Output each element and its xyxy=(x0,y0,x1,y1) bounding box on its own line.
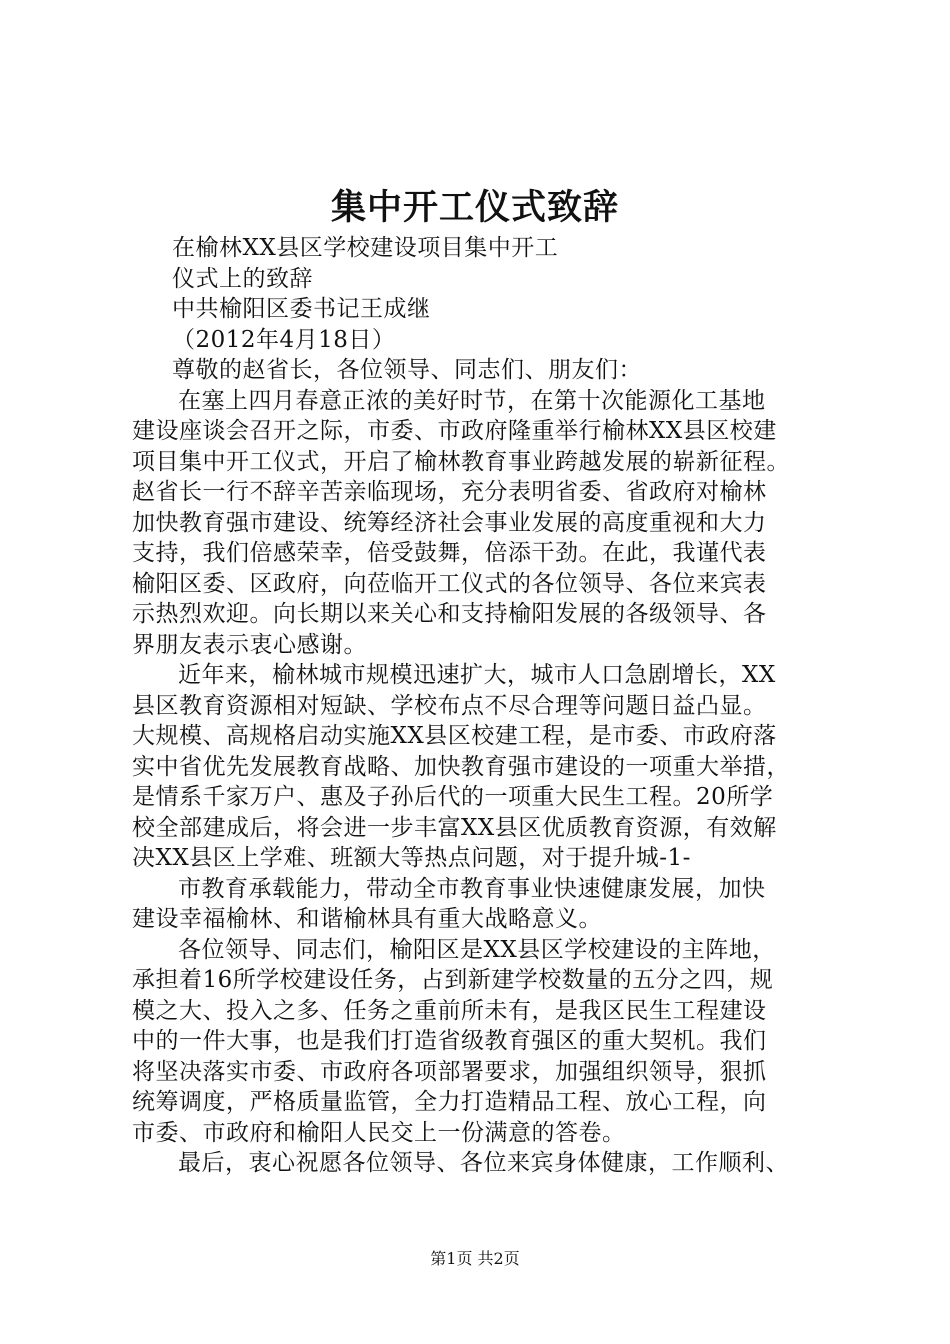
paragraph-line: 在塞上四月春意正浓的美好时节，在第十次能源化工基地 xyxy=(178,387,766,414)
paragraph-line: 榆阳区委、区政府，向莅临开工仪式的各位领导、各位来宾表 xyxy=(132,570,767,597)
paragraph-line: 最后，衷心祝愿各位领导、各位来宾身体健康，工作顺利、 xyxy=(178,1150,789,1176)
paragraph-line: 中的一件大事，也是我们打造省级教育强区的重大契机。我们 xyxy=(132,1028,767,1054)
paragraph-line: 界朋友表示衷心感谢。 xyxy=(132,631,367,658)
paragraph-line: 校全部建成后，将会进一步丰富XX县区优质教育资源，有效解 xyxy=(132,814,777,841)
date-line: （2012年4月18日） xyxy=(172,326,396,353)
subtitle-line-2: 仪式上的致辞 xyxy=(172,265,313,292)
paragraph-line: 模之大、投入之多、任务之重前所未有，是我区民生工程建设 xyxy=(132,997,767,1024)
paragraph-line: 市教育承载能力，带动全市教育事业快速健康发展，加快 xyxy=(178,875,766,902)
paragraph-line: 实中省优先发展教育战略、加快教育强市建设的一项重大举措， xyxy=(132,753,790,780)
document-body xyxy=(132,233,832,1179)
paragraph-line: 建设幸福榆林、和谐榆林具有重大战略意义。 xyxy=(132,906,602,932)
paragraph-line: 各位领导、同志们，榆阳区是XX县区学校建设的主阵地， xyxy=(178,936,776,963)
paragraph-line: 决XX县区上学难、班额大等热点问题，对于提升城-1- xyxy=(132,845,691,871)
paragraph-line: 是情系千家万户、惠及子孙后代的一项重大民生工程。20所学 xyxy=(132,784,774,810)
page-footer: 第1页 共2页 xyxy=(430,1249,520,1268)
document-title: 集中开工仪式致辞 xyxy=(330,187,619,228)
paragraph-line: 建设座谈会召开之际，市委、市政府隆重举行榆林XX县区校建 xyxy=(132,418,777,444)
paragraph-line: 市委、市政府和榆阳人民交上一份满意的答卷。 xyxy=(132,1119,626,1146)
paragraph-line: 县区教育资源相对短缺、学校布点不尽合理等问题日益凸显。 xyxy=(132,692,767,719)
author-line: 中共榆阳区委书记王成继 xyxy=(172,296,431,322)
paragraph-line: 示热烈欢迎。向长期以来关心和支持榆阳发展的各级领导、各 xyxy=(132,601,767,627)
paragraph-line: 支持，我们倍感荣幸，倍受鼓舞，倍添干劲。在此，我谨代表 xyxy=(132,540,767,566)
paragraph-line: 承担着16所学校建设任务，占到新建学校数量的五分之四，规 xyxy=(132,967,774,993)
paragraph-line: 统筹调度，严格质量监管，全力打造精品工程、放心工程，向 xyxy=(132,1089,767,1115)
subtitle-line-1: 在榆林XX县区学校建设项目集中开工 xyxy=(172,235,559,261)
paragraph-line: 赵省长一行不辞辛苦亲临现场，充分表明省委、省政府对榆林 xyxy=(132,479,767,505)
paragraph-line: 近年来，榆林城市规模迅速扩大，城市人口急剧增长，XX xyxy=(178,662,776,688)
paragraph-line: 项目集中开工仪式，开启了榆林教育事业跨越发展的崭新征程。 xyxy=(132,448,790,475)
paragraph-line: 将坚决落实市委、市政府各项部署要求，加强组织领导，狠抓 xyxy=(132,1058,767,1085)
paragraph-line: 大规模、高规格启动实施XX县区校建工程，是市委、市政府落 xyxy=(132,723,777,749)
paragraph-line: 加快教育强市建设、统筹经济社会事业发展的高度重视和大力 xyxy=(132,509,767,536)
salutation-line: 尊敬的赵省长，各位领导、同志们、朋友们： xyxy=(172,357,642,383)
